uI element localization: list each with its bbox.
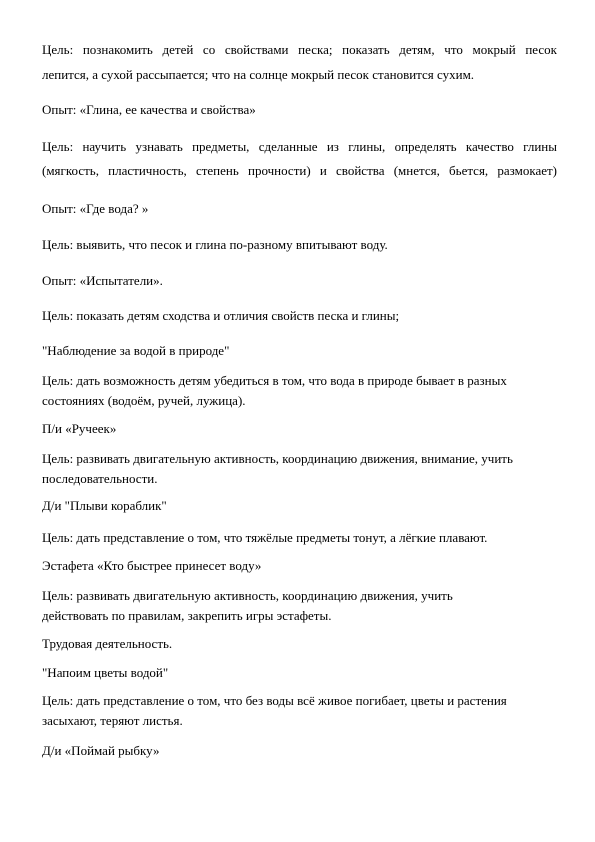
section-heading: Опыт: «Испытатели». <box>42 273 163 288</box>
text-line: Цель: показать детям сходства и отличия свойств песка и глины; <box>42 308 400 323</box>
section-heading: Трудовая деятельность. <box>42 636 173 651</box>
text-line: Цель: развивать двигательную активность, координацию движения, учить <box>42 588 453 603</box>
section-heading: "Напоим цветы водой" <box>42 665 169 680</box>
text-line: Цель: дать представление о том, что без воды всё живое погибает, цветы и растения <box>42 693 507 708</box>
text-line: Цель: выявить, что песок и глина по-разному впитывают воду. <box>42 237 388 252</box>
section-heading: Опыт: «Где вода? » <box>42 201 149 216</box>
text-line: действовать по правилам, закрепить игры эстафеты. <box>42 608 332 623</box>
text-line: Цель: развивать двигательную активность, координацию движения, внимание, учить <box>42 451 513 466</box>
section-heading: Д/и "Плыви кораблик" <box>42 498 167 513</box>
section-heading: "Наблюдение за водой в природе" <box>42 343 230 358</box>
section-heading: П/и «Ручеек» <box>42 421 117 436</box>
text-line: Цель: дать возможность детям убедиться в том, что вода в природе бывает в разных <box>42 373 507 388</box>
text-line: Цель: научить узнавать предметы, сделанные из глины, определять качество глины <box>42 139 557 154</box>
text-line: (мягкость, пластичность, степень прочности) и свойства (мнется, бьется, размокает) <box>42 163 557 178</box>
text-line: Цель: дать представление о том, что тяжёлые предметы тонут, а лёгкие плавают. <box>42 530 488 545</box>
text-line: засыхают, теряют листья. <box>42 713 183 728</box>
text-line: состояниях (водоём, ручей, лужица). <box>42 393 246 408</box>
section-heading: Эстафета «Кто быстрее принесет воду» <box>42 558 262 573</box>
text-line: Цель: познакомить детей со свойствами песка; показать детям, что мокрый песок <box>42 42 557 57</box>
text-line: лепится, а сухой рассыпается; что на солнце мокрый песок становится сухим. <box>42 67 475 82</box>
section-heading: Д/и «Поймай рыбку» <box>42 743 160 758</box>
text-line: последовательности. <box>42 471 158 486</box>
section-heading: Опыт: «Глина, ее качества и свойства» <box>42 102 256 117</box>
